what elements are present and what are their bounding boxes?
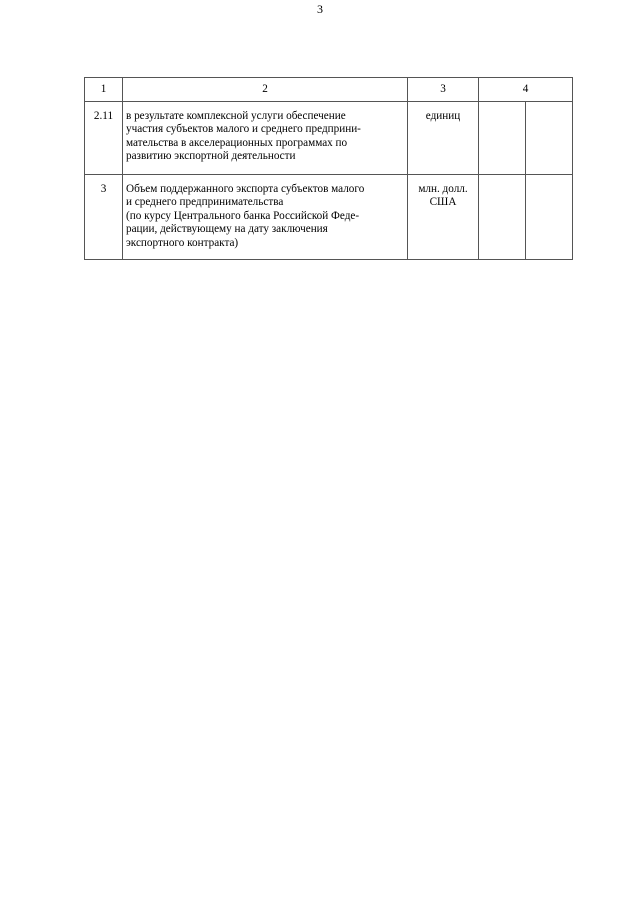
header-cell-4: 4 xyxy=(479,78,573,102)
header-cell-1: 1 xyxy=(85,78,123,102)
row-description-line: рации, действующему на дату заключения xyxy=(126,223,328,236)
row-description xyxy=(123,175,408,260)
header-cell-2: 2 xyxy=(123,78,408,102)
row-value-b xyxy=(526,175,573,260)
row-unit xyxy=(408,102,479,175)
row-description-line: участия субъектов малого и среднего предприни- xyxy=(126,123,361,136)
row-description-line: развитию экспортной деятельности xyxy=(126,150,296,163)
table-row xyxy=(85,175,573,260)
row-description-line: Объем поддержанного экспорта субъектов малого xyxy=(126,183,365,195)
row-unit-line: США xyxy=(429,196,457,209)
row-number: 3 xyxy=(85,175,123,260)
row-unit-line: единиц xyxy=(425,110,461,122)
row-description-line: (по курсу Центрального банка Российской Феде- xyxy=(126,209,360,222)
row-value-a xyxy=(479,175,526,260)
row-unit-line: млн. долл. xyxy=(418,183,468,195)
row-description-line: в результате комплексной услуги обеспечение xyxy=(126,110,346,122)
row-description-line: и среднего предпринимательства xyxy=(126,196,284,209)
row-description-line: экспортного контракта) xyxy=(126,236,239,249)
row-unit xyxy=(408,175,479,260)
row-description xyxy=(123,102,408,175)
indicators-table xyxy=(84,77,573,260)
table-row xyxy=(85,102,573,175)
row-value-a xyxy=(479,102,526,175)
row-description-line: мательства в акселерационных программах по xyxy=(126,136,348,149)
row-number: 2.11 xyxy=(85,102,123,175)
header-cell-3: 3 xyxy=(408,78,479,102)
table-header-row xyxy=(85,78,573,102)
row-value-b xyxy=(526,102,573,175)
page-number: 3 xyxy=(317,2,323,16)
